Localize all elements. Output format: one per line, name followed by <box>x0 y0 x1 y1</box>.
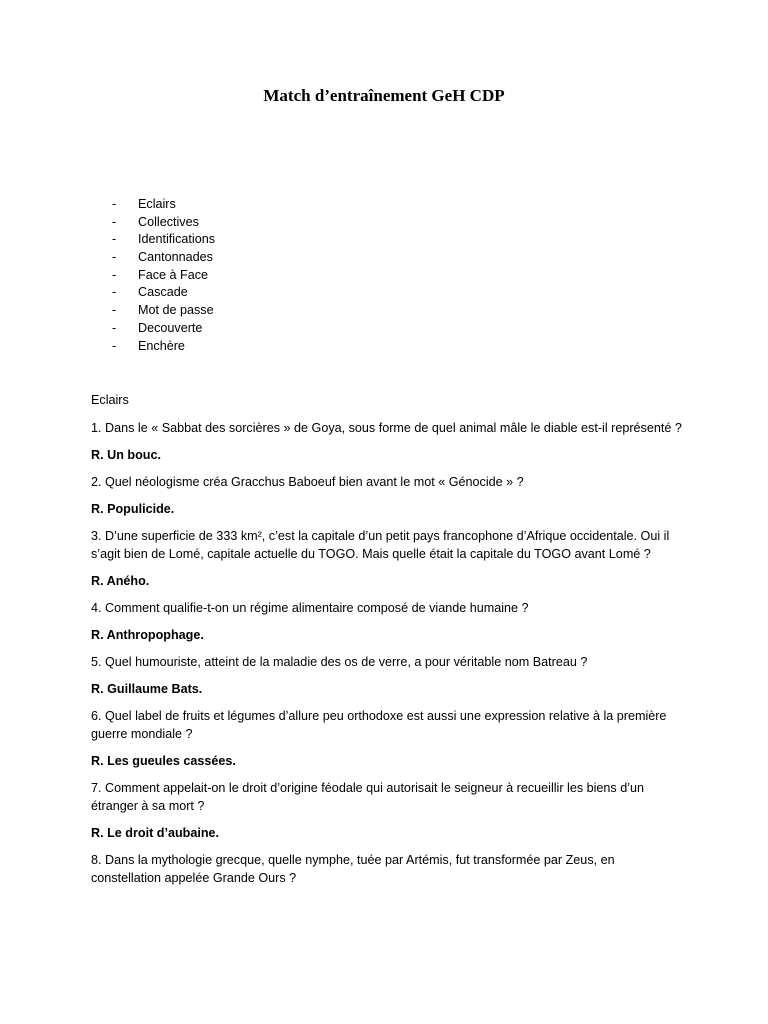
round-list-item <box>112 249 215 267</box>
question-text: 3. D’une superficie de 333 km², c’est la capitale d’un petit pays francophone d’Afrique occidentale. Oui il s’agit bien de Lomé, capitale actuelle du TOGO. Mais quelle était la capitale du TOGO avant Lomé ? <box>91 529 670 561</box>
question-text: 7. Comment appelait-on le droit d’origine féodale qui autorisait le seigneur à recueillir les biens d’un étranger à sa mort ? <box>91 781 645 813</box>
round-name: Identifications <box>138 232 216 247</box>
round-list-item <box>112 196 215 214</box>
list-dash: - <box>112 267 117 282</box>
round-list-item <box>112 338 215 356</box>
round-list-item <box>112 267 215 285</box>
answer-text: R. Le droit d’aubaine. <box>91 826 220 840</box>
list-dash: - <box>112 232 117 247</box>
answer-text: R. Guillaume Bats. <box>91 682 203 696</box>
list-dash: - <box>112 338 117 353</box>
answer-text: R. Aného. <box>91 574 150 588</box>
question-text: 6. Quel label de fruits et légumes d’allure peu orthodoxe est aussi une expression relative à la première guerre mondiale ? <box>91 709 667 741</box>
answer-text: R. Un bouc. <box>91 448 161 462</box>
round-list-item <box>112 302 215 320</box>
round-name: Collectives <box>138 214 199 229</box>
round-name: Mot de passe <box>138 303 214 318</box>
round-list-item <box>112 231 215 249</box>
round-name: Enchère <box>138 338 185 353</box>
document-body <box>91 391 686 896</box>
list-dash: - <box>112 320 117 335</box>
list-dash: - <box>112 303 117 318</box>
round-list-item <box>112 214 215 232</box>
question-text: 1. Dans le « Sabbat des sorcières » de Goya, sous forme de quel animal mâle le diable est-il représenté ? <box>91 421 682 435</box>
round-list-item <box>112 284 215 302</box>
section-heading: Eclairs <box>91 393 129 407</box>
list-dash: - <box>112 285 117 300</box>
answer-text: R. Les gueules cassées. <box>91 754 236 768</box>
question-text: 2. Quel néologisme créa Gracchus Baboeuf bien avant le mot « Génocide » ? <box>91 475 524 489</box>
round-list-item <box>112 320 215 338</box>
round-name: Cascade <box>138 285 188 300</box>
round-name: Face à Face <box>138 267 208 282</box>
answer-text: R. Anthropophage. <box>91 628 204 642</box>
round-list <box>112 196 215 355</box>
round-name: Cantonnades <box>138 250 213 265</box>
list-dash: - <box>112 214 117 229</box>
round-name: Decouverte <box>138 320 203 335</box>
list-dash: - <box>112 197 117 211</box>
round-name: Eclairs <box>138 197 176 211</box>
answer-text: R. Populicide. <box>91 502 175 516</box>
question-text: 8. Dans la mythologie grecque, quelle nymphe, tuée par Artémis, fut transformée par Zeus, en constellation appelée Grande Ours ? <box>91 853 615 885</box>
document-title: Match d’entraînement GeH CDP <box>263 86 505 105</box>
list-dash: - <box>112 250 117 265</box>
question-text: 5. Quel humouriste, atteint de la maladie des os de verre, a pour véritable nom Batreau ? <box>91 655 588 669</box>
question-text: 4. Comment qualifie-t-on un régime alimentaire composé de viande humaine ? <box>91 601 529 615</box>
